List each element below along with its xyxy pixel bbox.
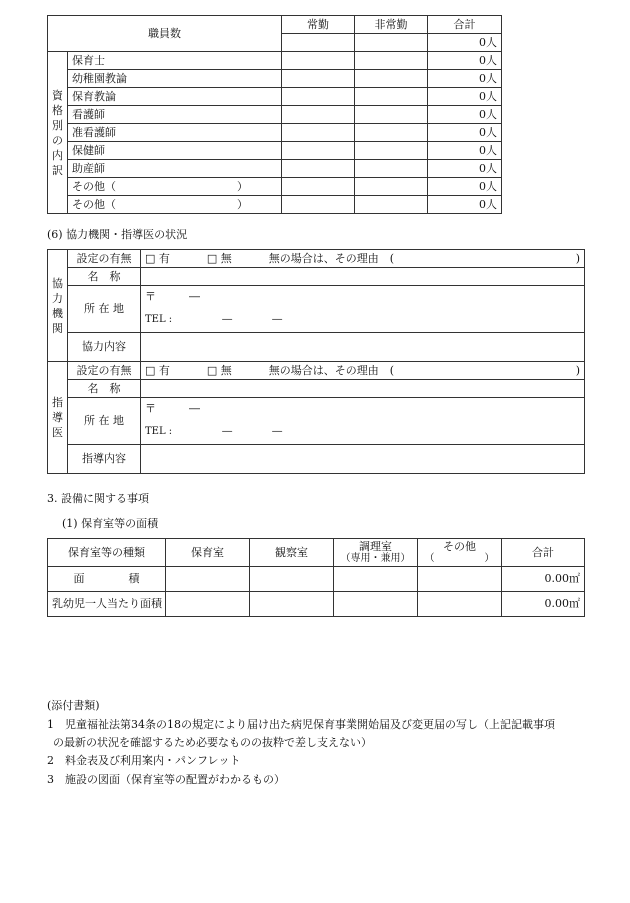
row-total: 0人 (428, 196, 502, 214)
input-cell[interactable] (355, 160, 428, 178)
set-label: 設定の有無 (68, 250, 141, 268)
input-cell[interactable] (282, 160, 355, 178)
observation-room-header: 観察室 (250, 539, 334, 567)
row-label: 保育士 (68, 52, 282, 70)
row-label: その他（ ） (68, 178, 282, 196)
row-label: 保育教論 (68, 88, 282, 106)
input-cell[interactable] (418, 592, 502, 617)
part-time-header: 非常勤 (355, 16, 428, 34)
input-cell[interactable] (355, 70, 428, 88)
advising-doctor-label: 指 導 医 (48, 362, 68, 474)
tel-field[interactable]: TEL : ― ― (141, 420, 585, 445)
row-total: 0人 (428, 106, 502, 124)
room-type-header: 保育室等の種類 (48, 539, 166, 567)
area-total-value: 0.00㎡ (502, 567, 585, 592)
row-label: 看護師 (68, 106, 282, 124)
staff-table (47, 15, 502, 214)
row-label: 准看護師 (68, 124, 282, 142)
input-cell[interactable] (355, 88, 428, 106)
content-label: 協力内容 (68, 333, 141, 362)
input-cell[interactable] (282, 106, 355, 124)
no-checkbox[interactable]: □ 無 (206, 251, 232, 265)
attachment-item: の最新の状況を確認するため必要なものの抜粋で差し支えない） (53, 736, 372, 749)
set-label: 設定の有無 (68, 362, 141, 380)
row-label: 助産師 (68, 160, 282, 178)
input-cell[interactable] (282, 124, 355, 142)
yes-checkbox[interactable]: □ 有 (145, 363, 170, 377)
attachment-item: 1 児童福祉法第34条の18の規定により届け出た病児保育事業開始届及び変更届の写し（上記記載事項 (47, 718, 555, 731)
postal-code-field[interactable]: 〒 ― (141, 286, 585, 309)
staff-count-header: 職員数 (48, 16, 282, 52)
input-cell[interactable] (250, 592, 334, 617)
reason-close: ) (575, 363, 580, 377)
attachment-item: 2 料金表及び利用案内・パンフレット (47, 754, 241, 767)
postal-code-field[interactable]: 〒 ― (141, 398, 585, 421)
input-cell[interactable] (282, 70, 355, 88)
section-6-heading: (6) 協力機関・指導医の状況 (47, 228, 188, 241)
qualification-breakdown-label: 資 格 別 の 内 訳 (48, 52, 68, 214)
input-cell[interactable] (166, 592, 250, 617)
name-input[interactable] (141, 268, 585, 286)
set-options (141, 250, 585, 268)
reason-label: 無の場合は、その理由 ( (268, 363, 395, 377)
name-input[interactable] (141, 380, 585, 398)
name-label: 名 称 (68, 268, 141, 286)
staff-total-cell: 0人 (428, 34, 502, 52)
row-total: 0人 (428, 124, 502, 142)
input-cell[interactable] (355, 106, 428, 124)
input-cell[interactable] (418, 567, 502, 592)
input-cell[interactable] (282, 178, 355, 196)
content-input[interactable] (141, 445, 585, 474)
address-label: 所 在 地 (68, 286, 141, 333)
per-child-area-value: 0.00㎡ (502, 592, 585, 617)
total-header: 合計 (428, 16, 502, 34)
input-cell[interactable] (250, 567, 334, 592)
content-input[interactable] (141, 333, 585, 362)
room-area-table (47, 538, 585, 617)
section-3-heading: 3. 設備に関する事項 (47, 492, 149, 505)
row-total: 0人 (428, 142, 502, 160)
cooperation-table (47, 249, 585, 474)
input-cell[interactable] (355, 178, 428, 196)
kitchen-header: 調理室 （専用・兼用） (334, 539, 418, 567)
nursery-room-header: 保育室 (166, 539, 250, 567)
reason-close: ) (575, 251, 580, 265)
input-cell[interactable] (334, 567, 418, 592)
cooperation-org-label: 協 力 機 関 (48, 250, 68, 362)
full-time-total-cell[interactable] (282, 34, 355, 52)
content-label: 指導内容 (68, 445, 141, 474)
input-cell[interactable] (282, 196, 355, 214)
full-time-header: 常勤 (282, 16, 355, 34)
input-cell[interactable] (355, 196, 428, 214)
input-cell[interactable] (334, 592, 418, 617)
no-checkbox[interactable]: □ 無 (206, 363, 232, 377)
attachments-heading: (添付書類) (47, 699, 100, 712)
reason-label: 無の場合は、その理由 ( (268, 251, 395, 265)
input-cell[interactable] (355, 52, 428, 70)
section-3-1-heading: (1) 保育室等の面積 (62, 517, 159, 530)
input-cell[interactable] (166, 567, 250, 592)
row-label: その他（ ） (68, 196, 282, 214)
row-label: 保健師 (68, 142, 282, 160)
row-label: 幼稚園教論 (68, 70, 282, 88)
name-label: 名 称 (68, 380, 141, 398)
area-total-header: 合計 (502, 539, 585, 567)
part-time-total-cell[interactable] (355, 34, 428, 52)
row-total: 0人 (428, 88, 502, 106)
address-label: 所 在 地 (68, 398, 141, 445)
input-cell[interactable] (282, 142, 355, 160)
input-cell[interactable] (355, 124, 428, 142)
input-cell[interactable] (282, 88, 355, 106)
other-room-header: その他 （ ） (418, 539, 502, 567)
row-total: 0人 (428, 52, 502, 70)
input-cell[interactable] (282, 52, 355, 70)
area-row-label: 面 積 (48, 567, 166, 592)
tel-field[interactable]: TEL : ― ― (141, 308, 585, 333)
yes-checkbox[interactable]: □ 有 (145, 251, 170, 265)
row-total: 0人 (428, 70, 502, 88)
row-total: 0人 (428, 160, 502, 178)
per-child-area-label: 乳幼児一人当たり面積 (48, 592, 166, 617)
row-total: 0人 (428, 178, 502, 196)
input-cell[interactable] (355, 142, 428, 160)
set-options (141, 362, 585, 380)
attachment-item: 3 施設の図面（保育室等の配置がわかるもの） (47, 773, 285, 786)
